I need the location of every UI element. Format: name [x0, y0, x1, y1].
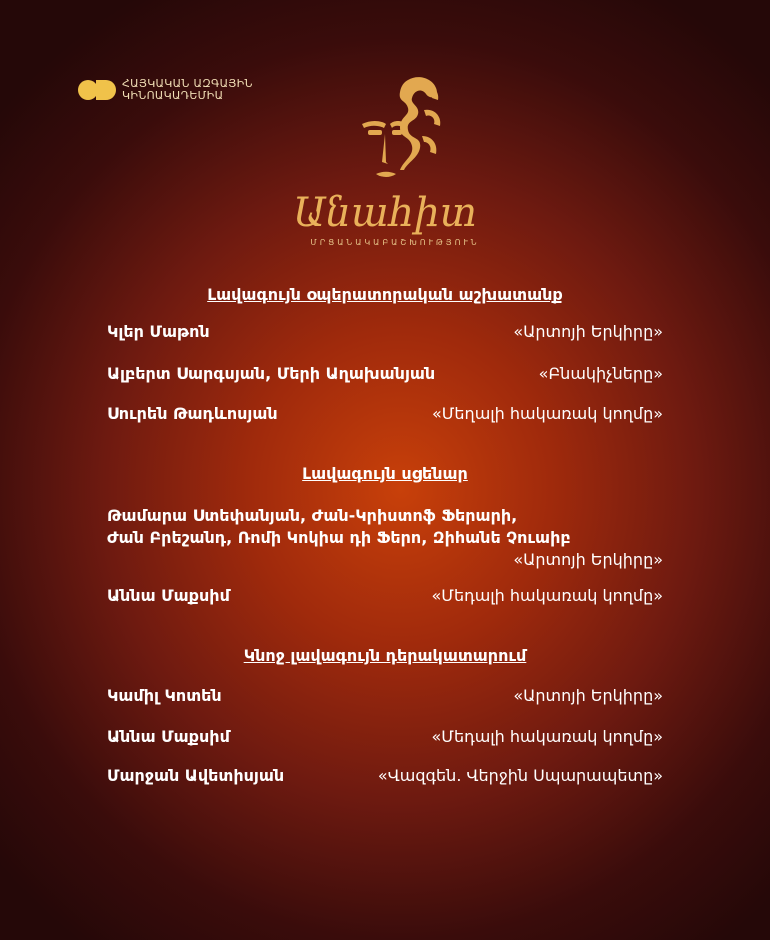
academy-logo	[78, 78, 253, 102]
nominee-name: Աննա Մաքսիմ	[107, 586, 230, 605]
nominee-name: Կլեր Մաթոն	[107, 322, 210, 341]
section-title-actress: Կնոջ լավագույն դերակատարում	[243, 646, 527, 665]
festival-name: Անահիտ	[293, 190, 477, 236]
academy-name	[122, 78, 253, 102]
academy-half-circle-icon	[96, 80, 116, 100]
film-title: «Մեղալի հակառակ կողմը»	[431, 404, 663, 423]
film-title: «Բնակիչները»	[538, 364, 663, 383]
film-title: «Մեդալի հակառակ կողմը»	[431, 727, 663, 746]
festival-subtitle: ՄՐՑԱՆԱԿԱԲԱՇԽՈՒԹՅՈՒՆ	[310, 238, 480, 247]
academy-name-line1: ՀԱՅԿԱԿԱՆ ԱԶԳԱՅԻՆ	[122, 77, 253, 90]
nominee-name: Մարջան Ավետիսյան	[107, 766, 285, 785]
award-entry	[107, 505, 663, 571]
academy-circle-icon	[78, 80, 98, 100]
section-title-screenplay: Լավագույն սցենար	[302, 464, 468, 483]
nominee-name: Կամիլ Կոտեն	[107, 686, 222, 705]
nominee-name-line2: Ժան Բրեշանդ, Ռոմի Կոկիա դի Ֆերո, Զիհանե Չուաիբ	[107, 528, 571, 547]
nominee-name-line1: Թամարա Ստեփանյան, Ժան-Կրիստոֆ Ֆերարի,	[107, 506, 518, 525]
film-title: «Արտոյի Երկիրը»	[513, 550, 663, 569]
film-title: «Վազգեն. Վերջին Սպարապետը»	[377, 766, 663, 785]
nominee-name: Սուրեն Թադևոսյան	[107, 404, 278, 423]
film-title: «Արտոյի Երկիրը»	[513, 322, 663, 341]
nominee-name: Աննա Մաքսիմ	[107, 727, 230, 746]
nominee-name: Ալբերտ Սարգսյան, Մերի Աղախանյան	[107, 364, 436, 383]
film-title: «Արտոյի Երկիրը»	[513, 686, 663, 705]
film-title: «Մեդալի հակառակ կողմը»	[431, 586, 663, 605]
academy-name-line2: ԿԻՆՈԱԿԱԴԵՄԻԱ	[122, 89, 224, 102]
section-title-cinematography: Լավագույն օպերատորական աշխատանք	[207, 285, 563, 304]
